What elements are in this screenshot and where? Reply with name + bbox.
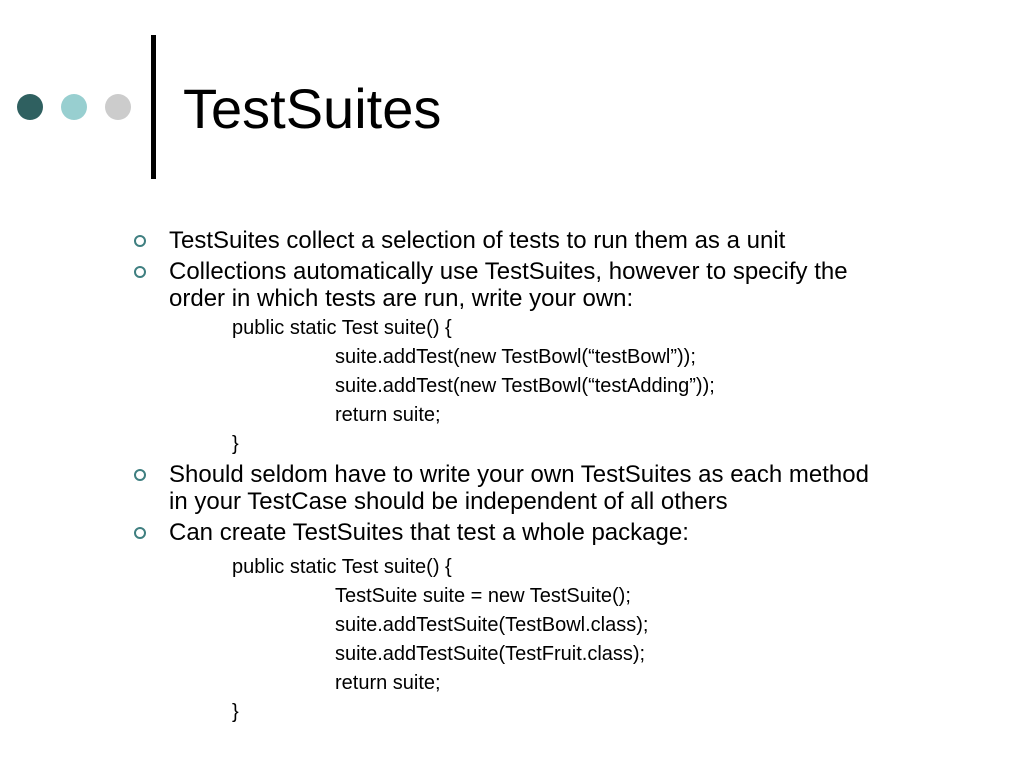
- decorative-dot-gray: [105, 94, 131, 120]
- bullet-line: Can create TestSuites that test a whole package:: [169, 519, 689, 546]
- code-line: suite.addTest(new TestBowl(“testAdding”));: [335, 375, 715, 397]
- code-line: suite.addTestSuite(TestFruit.class);: [335, 643, 646, 665]
- bullet-line: in your TestCase should be independent of all others: [169, 488, 728, 515]
- code-line: return suite;: [335, 404, 441, 426]
- slide-title: TestSuites: [183, 77, 442, 140]
- code-line: }: [232, 433, 239, 455]
- code-line: suite.addTestSuite(TestBowl.class);: [335, 614, 649, 636]
- code-line: public static Test suite() {: [232, 317, 452, 339]
- decorative-dot-dark: [17, 94, 43, 120]
- bullet-marker-icon: [134, 235, 146, 247]
- code-line: }: [232, 701, 239, 723]
- bullet-line: Collections automatically use TestSuites, however to specify the: [169, 258, 848, 285]
- bullet-text: [169, 519, 964, 546]
- code-line: TestSuite suite = new TestSuite();: [335, 585, 631, 607]
- bullet-line: order in which tests are run, write your own:: [169, 285, 634, 312]
- code-line: return suite;: [335, 672, 441, 694]
- decorative-dot-light: [61, 94, 87, 120]
- code-line: suite.addTest(new TestBowl(“testBowl”));: [335, 346, 696, 368]
- bullet-line: Should seldom have to write your own TestSuites as each method: [169, 461, 869, 488]
- bullet-marker-icon: [134, 266, 146, 278]
- bullet-marker-icon: [134, 527, 146, 539]
- bullet-marker-icon: [134, 469, 146, 481]
- title-divider-line: [151, 35, 156, 179]
- bullet-text: [169, 461, 964, 515]
- bullet-line: TestSuites collect a selection of tests to run them as a unit: [169, 227, 786, 254]
- bullet-text: [169, 227, 964, 254]
- code-line: public static Test suite() {: [232, 556, 452, 578]
- bullet-text: [169, 258, 964, 312]
